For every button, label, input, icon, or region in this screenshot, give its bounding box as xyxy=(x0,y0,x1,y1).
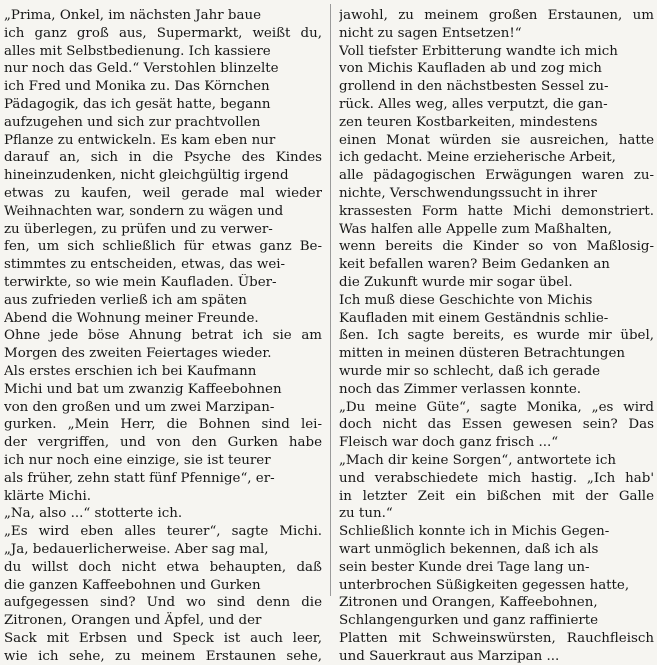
text-line: der vergriffen, und von den Gurken habe xyxy=(4,435,322,451)
text-line: jawohl, zu meinem großen Erstaunen, um xyxy=(339,8,654,23)
text-line: alles mit Selbstbedienung. Ich kassiere xyxy=(4,43,271,59)
text-line: Voll tiefster Erbitterung wandte ich mich xyxy=(339,43,618,59)
text-line: „Prima, Onkel, im nächsten Jahr baue xyxy=(4,8,262,23)
text-line: Platten mit Schweinswürsten, Rauchfleisch xyxy=(339,630,654,646)
text-line: doch nicht das Essen gewesen sein? Das xyxy=(339,417,654,433)
text-line: noch das Zimmer verlassen konnte. xyxy=(339,381,582,397)
text-line: wart unmöglich bekennen, daß ich als xyxy=(339,541,599,557)
text-line: terwirkte, so wie mein Kaufladen. Über- xyxy=(4,274,277,290)
text-line: Ich muß diese Geschichte von Michis xyxy=(339,292,593,308)
text-line: unterbrochen Süßigkeiten gegessen hatte, xyxy=(339,577,630,593)
text-line: von Michis Kaufladen ab und zog mich xyxy=(339,61,602,77)
text-line: ich nur noch eine einzige, sie ist teurer xyxy=(4,452,271,468)
text-line: Abend die Wohnung meiner Freunde. xyxy=(4,310,259,326)
text-line: und Sauerkraut aus Marzipan ... xyxy=(339,648,560,664)
text-line: Fleisch war doch ganz frisch ...“ xyxy=(339,435,559,451)
text-line: wie ich sehe, zu meinem Erstaunen sehe, xyxy=(4,648,322,664)
right-text-column xyxy=(339,7,654,665)
text-line: Pädagogik, das ich gesät hatte, begann xyxy=(4,96,271,112)
text-line: Sack mit Erbsen und Speck ist auch leer, xyxy=(4,630,322,646)
text-line: fen, um sich schließlich für etwas ganz Be- xyxy=(4,239,322,255)
text-line: zu überlegen, zu prüfen und zu verwer- xyxy=(4,221,273,237)
text-line: Was halfen alle Appelle zum Maßhalten, xyxy=(339,221,612,237)
text-line: Morgen des zweiten Feiertages wieder. xyxy=(4,346,272,362)
text-line: Michi und bat um zwanzig Kaffeebohnen xyxy=(4,381,282,397)
text-line: hineinzudenken, nicht gleichgültig irgend xyxy=(4,168,289,184)
text-line: rück. Alles weg, alles verputzt, die gan- xyxy=(339,96,608,112)
text-line: etwas zu kaufen, weil gerade mal wieder xyxy=(4,185,322,201)
text-line: aufgegessen sind? Und wo sind denn die xyxy=(4,595,322,611)
text-line: klärte Michi. xyxy=(4,488,91,504)
text-line: ßen. Ich sagte bereits, es wurde mir übel, xyxy=(339,328,654,344)
text-line: krassesten Form hatte Michi demonstriert. xyxy=(339,203,654,219)
text-line: in letzter Zeit ein bißchen mit der Galle xyxy=(339,488,654,504)
text-line: stimmtes zu entscheiden, etwas, das wei- xyxy=(4,257,286,273)
text-line: grollend in den nächstbesten Sessel zu- xyxy=(339,79,609,95)
text-line: „Ja, bedauerlicherweise. Aber sag mal, xyxy=(4,541,269,557)
text-line: ich Fred und Monika zu. Das Körnchen xyxy=(4,79,270,95)
text-line: nicht zu sagen Entsetzen!“ xyxy=(339,25,522,41)
text-line: wenn bereits die Kinder so von Maßlosig- xyxy=(339,239,654,255)
text-line: „Na, also ...“ stotterte ich. xyxy=(4,506,183,522)
text-line: die ganzen Kaffeebohnen und Gurken xyxy=(4,577,261,593)
text-line: aus zufrieden verließ ich am späten xyxy=(4,292,247,308)
text-line: und verabschiedete mich hastig. „Ich hab' xyxy=(339,470,654,486)
text-line: „Es wird eben alles teurer“, sagte Michi. xyxy=(4,524,322,540)
text-line: einen Monat würden sie ausreichen, hatte xyxy=(339,132,654,148)
text-line: die Zukunft wurde mir sogar übel. xyxy=(339,274,573,290)
left-text-column xyxy=(4,7,322,665)
text-line: du willst doch nicht etwa behaupten, daß xyxy=(4,559,322,575)
text-line: „Mach dir keine Sorgen“, antwortete ich xyxy=(339,452,616,468)
text-line: ich ganz groß aus, Supermarkt, weißt du, xyxy=(4,25,322,41)
text-line: wurde mir so schlecht, daß ich gerade xyxy=(339,363,601,379)
text-line: Schlangengurken und ganz raffinierte xyxy=(339,613,599,629)
text-line: mitten in meinen düsteren Betrachtungen xyxy=(339,346,626,362)
text-line: Weihnachten war, sondern zu wägen und xyxy=(4,203,284,219)
text-line: keit befallen waren? Beim Gedanken an xyxy=(339,257,610,273)
text-line: darauf an, sich in die Psyche des Kindes xyxy=(4,150,322,166)
text-line: sein bester Kunde drei Tage lang un- xyxy=(339,559,590,575)
text-line: Pflanze zu entwickeln. Es kam eben nur xyxy=(4,132,276,148)
text-line: zu tun.“ xyxy=(339,506,393,522)
text-line: als früher, zehn statt fünf Pfennige“, er- xyxy=(4,470,275,486)
text-line: alle pädagogischen Erwägungen waren zu- xyxy=(339,168,654,184)
text-line: von den großen und um zwei Marzipan- xyxy=(4,399,275,415)
text-line: Als erstes erschien ich bei Kaufmann xyxy=(4,363,257,379)
text-line: Schließlich konnte ich in Michis Gegen- xyxy=(339,524,610,540)
text-line: ich gedacht. Meine erzieherische Arbeit, xyxy=(339,150,616,166)
text-line: Kaufladen mit einem Geständnis schlie- xyxy=(339,310,609,326)
text-line: Zitronen und Orangen, Kaffeebohnen, xyxy=(339,595,598,611)
text-line: nichte, Verschwendungssucht in ihrer xyxy=(339,185,597,201)
text-line: zen teuren Kostbarkeiten, mindestens xyxy=(339,114,598,130)
text-line: gurken. „Mein Herr, die Bohnen sind lei- xyxy=(4,417,322,433)
text-line: aufzugehen und sich zur prachtvollen xyxy=(4,114,261,130)
text-line: nur noch das Geld.“ Verstohlen blinzelte xyxy=(4,61,279,77)
text-line: Ohne jede böse Ahnung betrat ich sie am xyxy=(4,328,322,344)
text-line: Zitronen, Orangen und Äpfel, und der xyxy=(4,613,262,629)
column-divider xyxy=(330,4,331,596)
text-line: „Du meine Güte“, sagte Monika, „es wird xyxy=(339,399,654,415)
